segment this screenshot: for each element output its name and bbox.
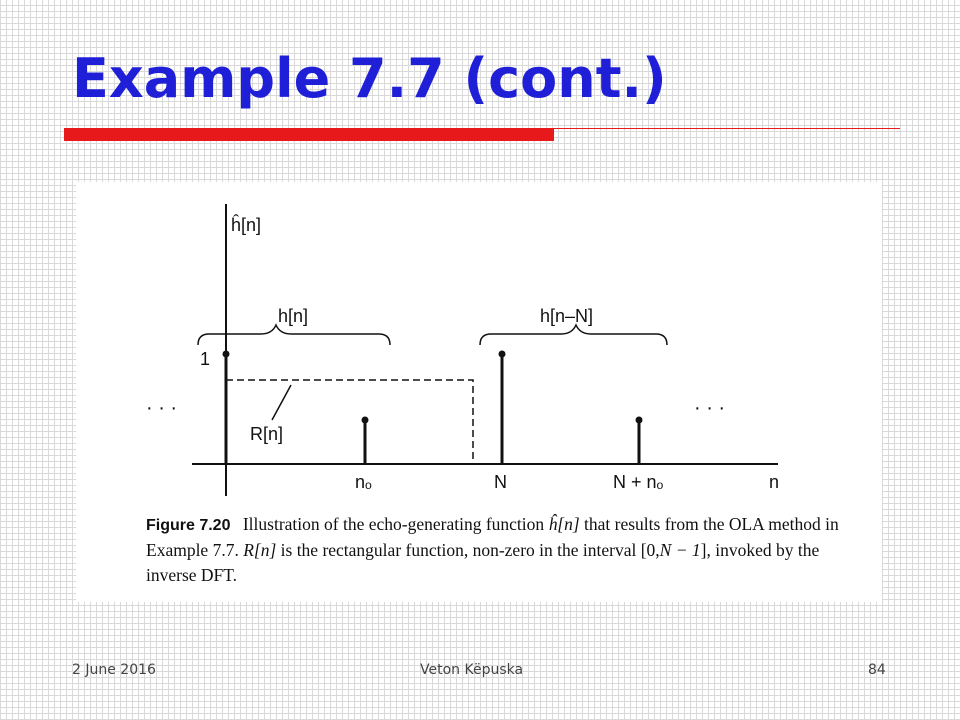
tick-n0-label: nₒ [355,472,372,492]
caption-text-3: is the rectangular function, non-zero in the interval [0, [280,540,660,560]
footer-date: 2 June 2016 [72,662,156,678]
caption-text-4: ], invoked by the inverse DFT. [146,540,820,585]
right-ellipsis: · · · [694,397,726,419]
footer-author: Veton Këpuska [420,662,524,678]
impulse-n0-dot [362,417,369,424]
caption-math-r: R[n] [243,540,277,560]
caption-math-n: N − 1 [659,540,701,560]
slide-title: Example 7.7 (cont.) [72,47,667,110]
tick-N-plus-n0-label: N + nₒ [613,472,664,492]
caption-text-2: that results from the OLA method in Example 7.7. [146,514,839,560]
tick-N-label: N [494,472,507,492]
impulse-N-dot [499,351,506,358]
rect-label: R[n] [250,424,284,444]
impulse-N-n0-dot [636,417,643,424]
figure-number: Figure 7.20 [146,517,231,534]
rect-window-dashed [226,380,473,464]
footer-page-number: 84 [868,662,886,678]
figure-caption [146,512,866,588]
caption-math-h: ĥ[n] [548,514,580,534]
figure-panel [76,182,882,602]
brace-right-label: h[n–N] [540,306,594,326]
impulse-0-dot [223,351,230,358]
left-ellipsis: · · · [146,397,178,419]
title-underline-thick [64,128,554,141]
brace-right [480,325,667,345]
caption-text-1: Illustration of the echo-generating function [242,514,545,534]
brace-left-label: h[n] [278,306,309,326]
y-axis-label: ĥ[n] [231,215,262,235]
x-axis-label: n [769,472,780,492]
title-underline-thin [554,128,900,129]
rect-pointer-line [272,385,291,420]
amplitude-label: 1 [200,349,211,369]
